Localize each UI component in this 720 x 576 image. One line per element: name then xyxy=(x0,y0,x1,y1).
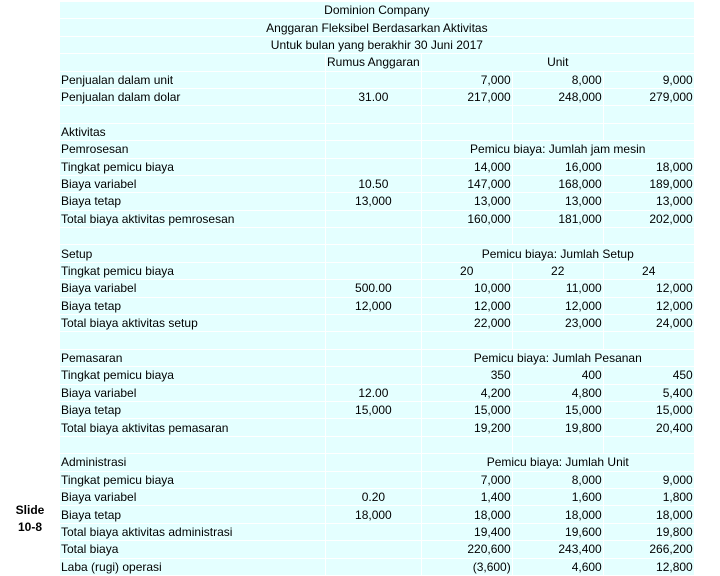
value-2: 19,600 xyxy=(512,523,603,540)
cost-driver: Pemicu biaya: Jumlah jam mesin xyxy=(421,141,694,158)
table-row xyxy=(60,193,695,210)
value-3: 13,000 xyxy=(603,193,694,210)
table-row xyxy=(60,523,695,540)
spacer-row xyxy=(60,106,695,123)
budget-formula xyxy=(326,558,422,575)
budget-formula: 500.00 xyxy=(326,280,422,297)
blank-cell xyxy=(603,106,694,123)
budget-formula: 31.00 xyxy=(326,88,422,105)
row-label: Biaya variabel xyxy=(60,175,326,192)
value-1: 7,000 xyxy=(421,471,512,488)
header-row xyxy=(60,19,695,36)
table-row xyxy=(60,541,695,558)
value-1: 20 xyxy=(421,262,512,279)
flexible-budget-table xyxy=(59,1,695,576)
value-1: 147,000 xyxy=(421,175,512,192)
blank-cell xyxy=(421,332,512,349)
value-2: 19,800 xyxy=(512,419,603,436)
row-label: Total biaya aktivitas setup xyxy=(60,315,326,332)
table-row xyxy=(60,297,695,314)
blank-cell xyxy=(421,228,512,245)
value-3: 1,800 xyxy=(603,488,694,505)
value-1: 160,000 xyxy=(421,210,512,227)
blank-cell xyxy=(326,349,422,366)
table-row xyxy=(60,158,695,175)
blank-cell xyxy=(60,332,326,349)
value-3: 9,000 xyxy=(603,471,694,488)
section-name: Aktivitas xyxy=(60,123,326,140)
value-3: 202,000 xyxy=(603,210,694,227)
column-header-row xyxy=(60,54,695,71)
header-row xyxy=(60,2,695,19)
value-1: 1,400 xyxy=(421,488,512,505)
value-2: 22 xyxy=(512,262,603,279)
value-2: 23,000 xyxy=(512,315,603,332)
value-2: 243,400 xyxy=(512,541,603,558)
blank-cell xyxy=(512,332,603,349)
budget-formula xyxy=(326,71,422,88)
table-row xyxy=(60,262,695,279)
blank-cell xyxy=(326,436,422,453)
value-3: 266,200 xyxy=(603,541,694,558)
spacer-row xyxy=(60,436,695,453)
blank-cell xyxy=(421,106,512,123)
blank-cell xyxy=(512,123,603,140)
cost-driver: Pemicu biaya: Jumlah Setup xyxy=(421,245,694,262)
value-2: 4,800 xyxy=(512,384,603,401)
blank-cell xyxy=(326,245,422,262)
cost-driver: Pemicu biaya: Jumlah Pesanan xyxy=(421,349,694,366)
budget-formula: 15,000 xyxy=(326,401,422,418)
table-row xyxy=(60,280,695,297)
value-3: 9,000 xyxy=(603,71,694,88)
row-label: Total biaya aktivitas pemrosesan xyxy=(60,210,326,227)
value-2: 11,000 xyxy=(512,280,603,297)
blank-cell xyxy=(603,436,694,453)
row-label: Tingkat pemicu biaya xyxy=(60,367,326,384)
table-row xyxy=(60,401,695,418)
section-header-row xyxy=(60,349,695,366)
section-name: Pemrosesan xyxy=(60,141,326,158)
value-3: 279,000 xyxy=(603,88,694,105)
value-3: 24 xyxy=(603,262,694,279)
value-1: (3,600) xyxy=(421,558,512,575)
table-row xyxy=(60,488,695,505)
column-header-unit: Unit xyxy=(421,54,694,71)
table-row xyxy=(60,71,695,88)
value-1: 19,200 xyxy=(421,419,512,436)
blank-cell xyxy=(60,228,326,245)
value-3: 12,800 xyxy=(603,558,694,575)
section-header-row xyxy=(60,245,695,262)
table-row xyxy=(60,419,695,436)
blank-cell xyxy=(512,106,603,123)
value-2: 8,000 xyxy=(512,71,603,88)
value-2: 1,600 xyxy=(512,488,603,505)
table-row xyxy=(60,506,695,523)
section-name: Administrasi xyxy=(60,454,326,471)
section-header-row xyxy=(60,141,695,158)
budget-formula: 18,000 xyxy=(326,506,422,523)
row-label: Biaya tetap xyxy=(60,506,326,523)
blank-cell xyxy=(421,436,512,453)
blank-cell xyxy=(60,436,326,453)
report-period: Untuk bulan yang berakhir 30 Juni 2017 xyxy=(60,36,695,53)
slide-number-value: 10-8 xyxy=(17,520,43,534)
table-row xyxy=(60,384,695,401)
value-2: 181,000 xyxy=(512,210,603,227)
value-3: 12,000 xyxy=(603,280,694,297)
row-label: Penjualan dalam unit xyxy=(60,71,326,88)
blank-cell xyxy=(512,436,603,453)
budget-formula xyxy=(326,471,422,488)
row-label: Tingkat pemicu biaya xyxy=(60,158,326,175)
value-1: 19,400 xyxy=(421,523,512,540)
blank-cell xyxy=(326,141,422,158)
value-1: 22,000 xyxy=(421,315,512,332)
value-1: 217,000 xyxy=(421,88,512,105)
row-label: Biaya tetap xyxy=(60,297,326,314)
value-1: 10,000 xyxy=(421,280,512,297)
blank-cell xyxy=(603,332,694,349)
row-label: Tingkat pemicu biaya xyxy=(60,262,326,279)
blank-cell xyxy=(60,106,326,123)
budget-formula: 13,000 xyxy=(326,193,422,210)
row-label: Total biaya aktivitas pemasaran xyxy=(60,419,326,436)
value-3: 450 xyxy=(603,367,694,384)
budget-formula xyxy=(326,541,422,558)
blank-cell xyxy=(603,123,694,140)
blank-cell xyxy=(512,228,603,245)
budget-formula: 12.00 xyxy=(326,384,422,401)
row-label: Biaya tetap xyxy=(60,401,326,418)
value-2: 15,000 xyxy=(512,401,603,418)
row-label: Biaya tetap xyxy=(60,193,326,210)
row-label: Penjualan dalam dolar xyxy=(60,88,326,105)
blank-cell xyxy=(421,123,512,140)
value-2: 248,000 xyxy=(512,88,603,105)
budget-formula xyxy=(326,210,422,227)
table-row xyxy=(60,315,695,332)
value-2: 18,000 xyxy=(512,506,603,523)
budget-formula xyxy=(326,523,422,540)
value-3: 24,000 xyxy=(603,315,694,332)
value-1: 18,000 xyxy=(421,506,512,523)
blank-cell xyxy=(326,106,422,123)
budget-formula xyxy=(326,262,422,279)
slide-number xyxy=(12,502,48,536)
spacer-row xyxy=(60,228,695,245)
table-row xyxy=(60,471,695,488)
budget-formula xyxy=(326,315,422,332)
report-title: Anggaran Fleksibel Berdasarkan Aktivitas xyxy=(60,19,695,36)
budget-formula xyxy=(326,367,422,384)
value-1: 12,000 xyxy=(421,297,512,314)
value-3: 5,400 xyxy=(603,384,694,401)
table-row xyxy=(60,558,695,575)
table-row xyxy=(60,88,695,105)
section-header-row xyxy=(60,454,695,471)
row-label: Tingkat pemicu biaya xyxy=(60,471,326,488)
value-1: 15,000 xyxy=(421,401,512,418)
value-3: 18,000 xyxy=(603,158,694,175)
column-header-formula: Rumus Anggaran xyxy=(327,55,420,70)
value-3: 12,000 xyxy=(603,297,694,314)
budget-formula xyxy=(326,158,422,175)
value-3: 18,000 xyxy=(603,506,694,523)
budget-formula: 10.50 xyxy=(326,175,422,192)
value-2: 16,000 xyxy=(512,158,603,175)
blank-cell xyxy=(326,228,422,245)
budget-formula: 12,000 xyxy=(326,297,422,314)
value-3: 15,000 xyxy=(603,401,694,418)
cost-driver: Pemicu biaya: Jumlah Unit xyxy=(421,454,694,471)
blank-cell xyxy=(326,123,422,140)
table-row xyxy=(60,367,695,384)
slide-label: Slide xyxy=(15,503,45,517)
company-name: Dominion Company xyxy=(60,2,695,19)
table-row xyxy=(60,175,695,192)
row-label: Total biaya aktivitas administrasi xyxy=(60,523,326,540)
value-1: 220,600 xyxy=(421,541,512,558)
value-1: 4,200 xyxy=(421,384,512,401)
value-2: 13,000 xyxy=(512,193,603,210)
value-1: 14,000 xyxy=(421,158,512,175)
spacer-row xyxy=(60,332,695,349)
value-2: 168,000 xyxy=(512,175,603,192)
value-1: 13,000 xyxy=(421,193,512,210)
value-2: 400 xyxy=(512,367,603,384)
header-row xyxy=(60,36,695,53)
blank-cell xyxy=(326,454,422,471)
value-1: 7,000 xyxy=(421,71,512,88)
value-3: 189,000 xyxy=(603,175,694,192)
blank-cell xyxy=(326,332,422,349)
value-2: 4,600 xyxy=(512,558,603,575)
value-1: 350 xyxy=(421,367,512,384)
section-header-row xyxy=(60,123,695,140)
budget-formula xyxy=(326,419,422,436)
row-label: Laba (rugi) operasi xyxy=(60,558,326,575)
table-row xyxy=(60,210,695,227)
value-3: 19,800 xyxy=(603,523,694,540)
value-2: 8,000 xyxy=(512,471,603,488)
blank-cell xyxy=(603,228,694,245)
blank-cell xyxy=(60,54,326,71)
section-name: Setup xyxy=(60,245,326,262)
row-label: Biaya variabel xyxy=(60,280,326,297)
row-label: Total biaya xyxy=(60,541,326,558)
value-2: 12,000 xyxy=(512,297,603,314)
value-3: 20,400 xyxy=(603,419,694,436)
budget-formula: 0.20 xyxy=(326,488,422,505)
row-label: Biaya variabel xyxy=(60,488,326,505)
section-name: Pemasaran xyxy=(60,349,326,366)
row-label: Biaya variabel xyxy=(60,384,326,401)
